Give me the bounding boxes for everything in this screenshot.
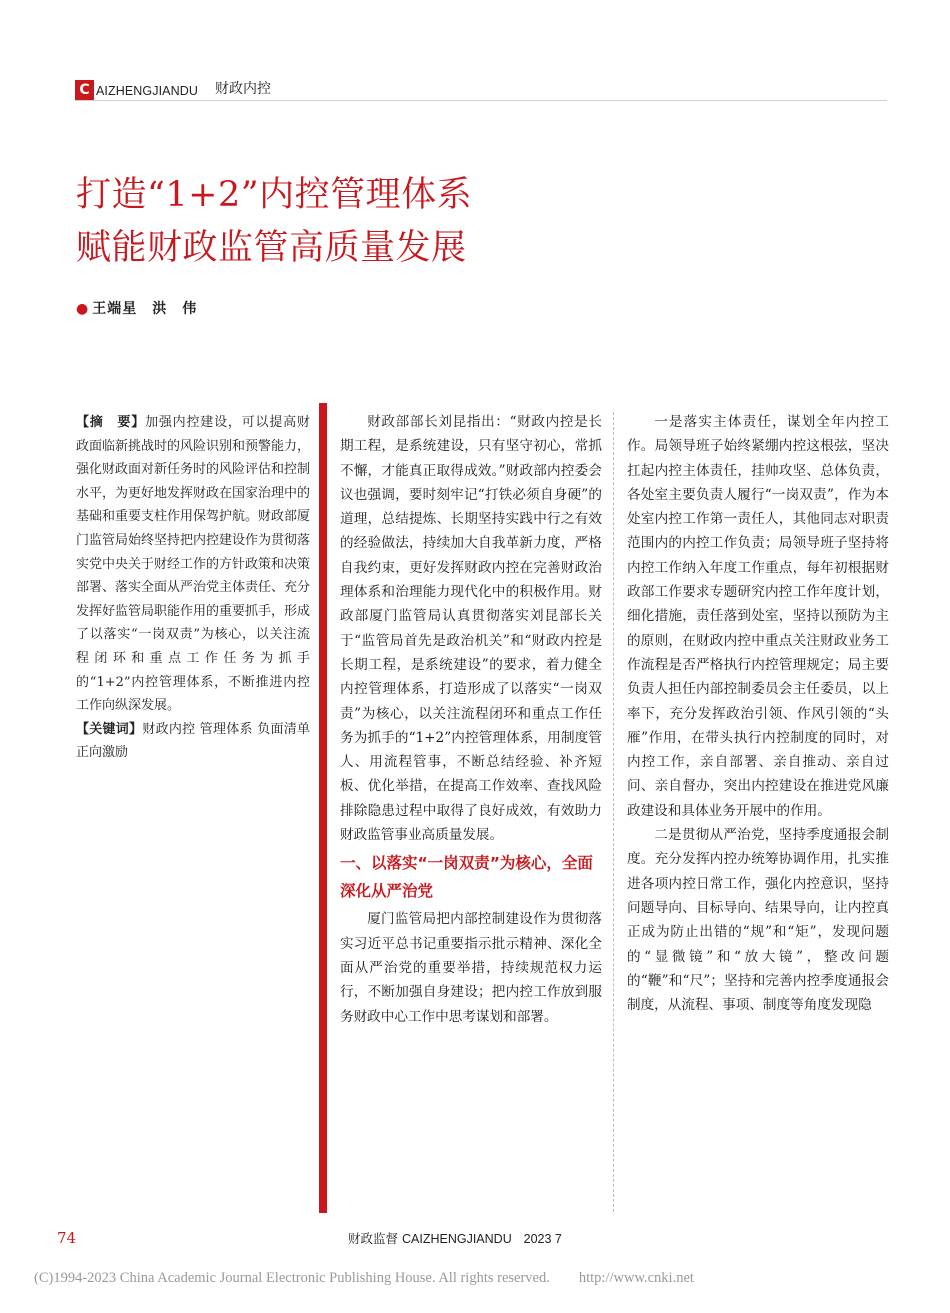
journal-logo-mark: C [75, 80, 94, 100]
journal-name-cn: 财政监督 [348, 1231, 399, 1246]
body-paragraph: 二是贯彻从严治党，坚持季度通报会制度。充分发挥内控办统筹协调作用，扎实推进各项内控日常工作，强化内控意识，坚持问题导向、目标导向、结果导向，让内控真正成为防止出错的“规”和“矩”，发现问题的“显微镜”和“放大镜”，整改问题的“鞭”和“尺”；坚持和完善内控季度通报会制度，从流程、事项、制度等角度发现隐 [627, 827, 889, 1014]
header-divider [75, 100, 887, 101]
body-column-middle [340, 410, 602, 1029]
article-title-line-1: 打造“1+2”内控管理体系 [76, 175, 473, 215]
footer-journal-info [348, 1229, 562, 1247]
section-heading: 一、以落实“一岗双责”为核心，全面深化从严治党 [340, 854, 593, 901]
section-label: 财政内控 [215, 81, 271, 97]
body-paragraph: 厦门监管局把内部控制建设作为贯彻落实习近平总书记重要指示批示精神、深化全面从严治党的重要举措，持续规范权力运行，不断加强自身建设；把内控工作放到服务财政中心工作中思考谋划和部署。 [340, 911, 602, 1025]
article-title-line-2: 赋能财政监管高质量发展 [76, 228, 467, 268]
issue-number: 2023 7 [523, 1232, 562, 1246]
bullet-icon: ● [76, 301, 90, 317]
column-divider [613, 412, 614, 1212]
keywords-text: 财政内控 管理体系 负面清单 正向激励 [76, 721, 310, 761]
body-paragraph: 一是落实主体责任，谋划全年内控工作。局领导班子始终紧绷内控这根弦，坚决扛起内控主体责任，挂帅攻坚、总体负责，各处室主要负责人履行“一岗双责”，作为本处室内控工作第一责任人，其他同志对职责范围内的内控工作负责；局领导班子坚持将内控工作纳入年度工作重点，每年初根据财政部工作要求专题研究内控工作年度计划，细化措施，责任落到处室，坚持以预防为主的原则，在财政内控中重点关注财政业务工作流程是否严格执行内控管理规定；局主要负责人担任内部控制委员会主任委员，以上率下，充分发挥政治引领、作风引领的“头雁”作用，在带头执行内控制度的同时，对内控工作，亲自部署、亲自推动、亲自过问、亲自督办，突出内控建设在推进党风廉政建设和具体业务开展中的作用。 [627, 414, 889, 819]
abstract [76, 411, 310, 718]
abstract-text: 加强内控建设，可以提高财政面临新挑战时的风险识别和预警能力，强化财政面对新任务时的风险评估和控制水平，为更好地发挥财政在国家治理中的基础和重要支柱作用保驾护航。财政部厦门监管局始终坚持把内控建设作为贯彻落实党中央关于财经工作的方针政策和决策部署、落实全面从严治党主体责任、充分发挥好监管局职能作用的重要抓手，形成了以落实“一岗双责”为核心，以关注流程闭环和重点工作任务为抓手的“1+2”内控管理体系，不断推进内控工作向纵深发展。 [76, 415, 311, 714]
abstract-label: 【摘 要】 [76, 415, 146, 430]
journal-brand: AIZHENGJIANDU [96, 84, 199, 98]
abstract-column [76, 411, 310, 765]
page-number: 74 [57, 1229, 77, 1247]
body-paragraph: 财政部部长刘昆指出：“财政内控是长期工程，是系统建设，只有坚守初心，常抓不懈，才能真正取得成效。”财政部内控委会议也强调，要时刻牢记“打铁必须自身硬”的道理，总结提炼、长期坚持实践中行之有效的经验做法，持续加大自我革新力度，严格自我约束，更好发挥财政内控在完善财政治理体系和治理能力现代化中的积极作用。财政部厦门监管局认真贯彻落实刘昆部长关于“监管局首先是政治机关”和“财政内控是长期工程，是系统建设”的要求，着力健全内控管理体系，打造形成了以落实“一岗双责”为核心，以关注流程闭环和重点工作任务为抓手的“1+2”内控管理体系，用制度管人、用流程管事，不断总结经验、补齐短板、优化举措，在提高工作效率、查找风险排除隐患过程中取得了良好成效，有效助力财政监管事业高质量发展。 [340, 414, 602, 844]
author-names: 王端星 洪 伟 [92, 301, 198, 317]
keywords [76, 718, 310, 765]
body-column-right [627, 410, 889, 1017]
keywords-label: 【关键词】 [76, 721, 143, 737]
authors [76, 298, 197, 318]
copyright-notice: (C)1994-2023 China Academic Journal Electronic Publishing House. All rights reserved. http://www.cnki.net [34, 1270, 694, 1286]
journal-name-en: CAIZHENGJIANDU [402, 1232, 512, 1246]
red-accent-bar [319, 403, 327, 1213]
